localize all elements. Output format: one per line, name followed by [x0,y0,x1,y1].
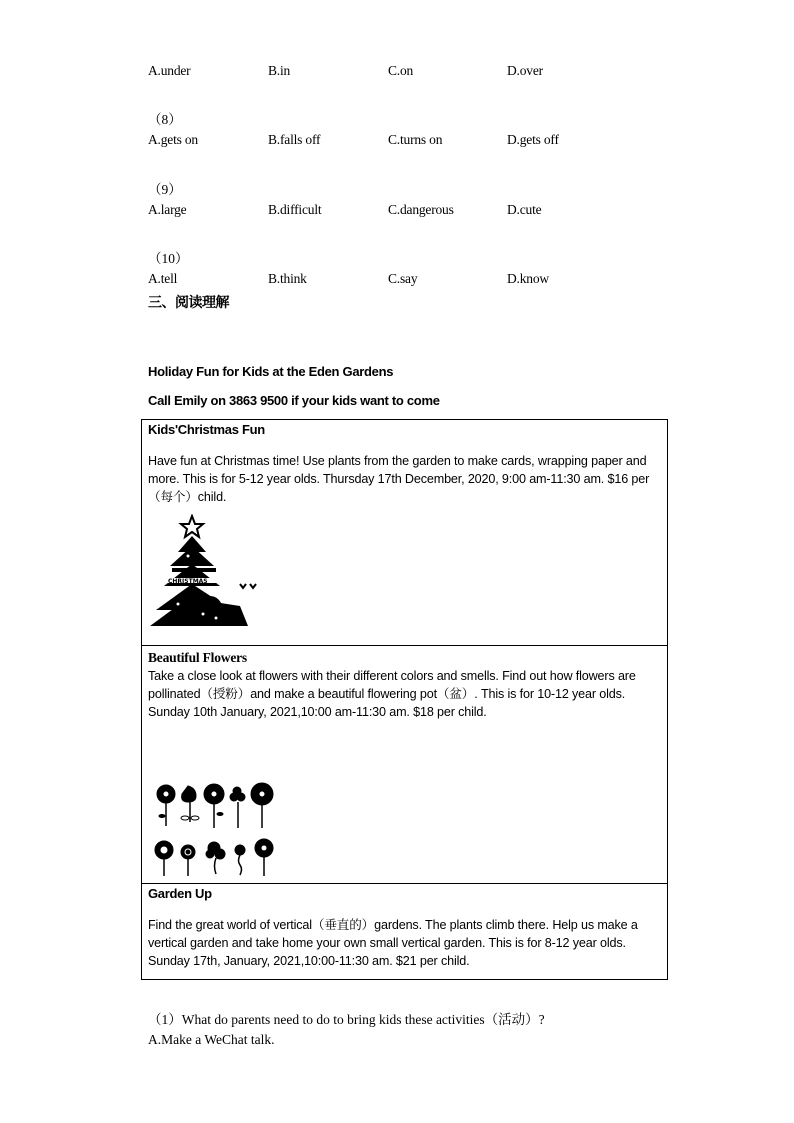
option-a: A.large [148,202,187,217]
activity-title: Garden Up [148,886,212,901]
section-heading: 三、阅读理解 [148,294,229,310]
passage-subtitle: Call Emily on 3863 9500 if your kids want to come [148,393,440,408]
question-1-option-a[interactable]: A.Make a WeChat talk. [148,1032,275,1047]
question-number: （9） [148,182,182,197]
activity-christmas-fun [142,420,667,646]
passage-title: Holiday Fun for Kids at the Eden Gardens [148,364,394,379]
activity-description: Have fun at Christmas time! Use plants from the garden to make cards, wrapping paper and more. This is for 5-12 year olds. Thursday 17th December, 2020, 9:00 am-11:30 am. $16 per（每个）child. [148,454,650,504]
option-d: D.over [507,63,543,78]
activity-description: Take a close look at flowers with their different colors and smells. Find out how flowers are pollinated（授粉）and make a beautiful flowering pot（盆）. This is for 10-12 year olds. Sunday 10th January, 2021,10:00 am-11:30 am. $18 per child. [148,669,636,719]
question-number: （8） [148,112,182,127]
activity-description: Find the great world of vertical（垂直的）gardens. The plants climb there. Help us make a vertical garden and take home your own small vertical garden. This is for 8-12 year olds. Sunday 17th, January, 2021,10:00-11:30 am. $21 per child. [148,918,638,968]
option-b: B.in [268,63,291,78]
activity-title: Kids'Christmas Fun [148,422,265,437]
option-d: D.cute [507,202,542,217]
option-d: D.know [507,271,549,286]
christmas-tree-icon [148,514,262,630]
option-c: C.on [388,63,414,78]
flowers-icon [154,782,284,878]
option-c: C.dangerous [388,202,454,217]
activity-garden-up [142,884,667,980]
option-d: D.gets off [507,132,559,147]
option-b: B.difficult [268,202,322,217]
option-a: A.gets on [148,132,198,147]
question-1-text: （1）What do parents need to do to bring kids these activities（活动）? [148,1012,545,1027]
option-c: C.say [388,271,418,286]
activities-table [141,419,668,980]
activity-beautiful-flowers [142,646,667,884]
svg-text:CHRISTMAS: CHRISTMAS [168,578,208,585]
option-b: B.falls off [268,132,321,147]
question-number: （10） [148,251,189,266]
option-a: A.tell [148,271,178,286]
activity-title: Beautiful Flowers [148,650,247,665]
option-c: C.turns on [388,132,443,147]
option-b: B.think [268,271,307,286]
option-a: A.under [148,63,191,78]
